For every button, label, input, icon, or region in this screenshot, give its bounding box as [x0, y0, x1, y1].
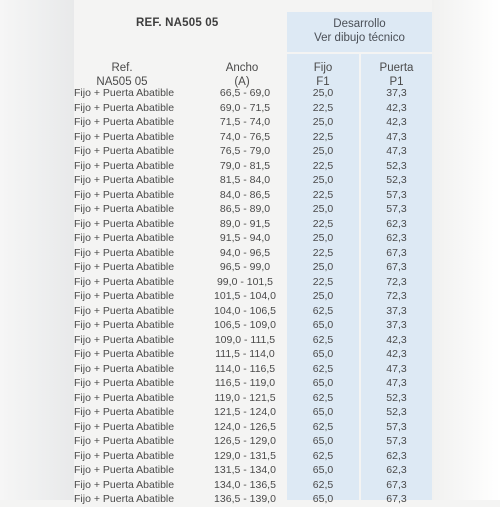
cell-fijo: 62,5 [312, 333, 334, 346]
cell-puerta: 57,3 [386, 435, 407, 447]
table-row [0, 478, 500, 493]
cell-ancho: 71,5 - 74,0 [219, 116, 271, 128]
cell-fijo: 62,5 [312, 304, 334, 317]
table-row [0, 159, 500, 174]
cell-fijo: 22,5 [312, 188, 334, 201]
cell-puerta: 62,3 [386, 232, 407, 244]
cell-ref: Fijo + Puerta Abatible [74, 217, 175, 230]
cell-ref: Fijo + Puerta Abatible [74, 435, 175, 447]
cell-puerta: 42,3 [386, 101, 407, 114]
cell-ancho: 131,5 - 134,0 [214, 464, 276, 476]
cell-puerta: 37,3 [386, 304, 407, 317]
cell-ref: Fijo + Puerta Abatible [74, 362, 175, 375]
cell-ancho: 134,0 - 136,5 [214, 478, 276, 491]
cell-ancho: 74,0 - 76,5 [219, 130, 271, 143]
cell-fijo: 25,0 [312, 290, 334, 302]
cell-puerta: 67,3 [386, 478, 407, 491]
cell-ref: Fijo + Puerta Abatible [74, 478, 175, 491]
table-row [0, 405, 500, 420]
cell-ancho: 119,0 - 121,5 [214, 391, 276, 404]
cell-puerta: 42,3 [386, 116, 407, 128]
cell-ancho: 114,0 - 116,5 [214, 362, 276, 375]
cell-ref: Fijo + Puerta Abatible [74, 493, 175, 505]
table-row [0, 362, 500, 377]
table-row [0, 144, 500, 159]
desarrollo-label: Desarrollo [333, 18, 386, 30]
table-row [0, 188, 500, 203]
col-header-ref [74, 61, 170, 89]
cell-fijo: 22,5 [312, 130, 334, 143]
table-title: REF. NA505 05 [136, 17, 219, 29]
cell-ref: Fijo + Puerta Abatible [74, 159, 175, 172]
table-row [0, 304, 500, 319]
cell-ref: Fijo + Puerta Abatible [74, 391, 175, 404]
cell-ancho: 106,5 - 109,0 [214, 319, 276, 331]
cell-puerta: 72,3 [386, 275, 407, 288]
cell-ref: Fijo + Puerta Abatible [74, 261, 175, 273]
cell-ref: Fijo + Puerta Abatible [74, 333, 175, 346]
cell-ref: Fijo + Puerta Abatible [74, 377, 175, 389]
col-header-ancho-line2: (A) [234, 76, 250, 88]
cell-ancho: 76,5 - 79,0 [219, 145, 271, 157]
col-header-puerta-line2: P1 [389, 76, 404, 88]
col-header-ancho-line1: Ancho [225, 62, 259, 74]
table-row [0, 275, 500, 290]
cell-fijo: 65,0 [312, 464, 334, 476]
cell-ref: Fijo + Puerta Abatible [74, 449, 175, 462]
cell-ancho: 126,5 - 129,0 [214, 435, 276, 447]
cell-fijo: 25,0 [312, 145, 334, 157]
cell-ref: Fijo + Puerta Abatible [74, 101, 175, 114]
cell-ref: Fijo + Puerta Abatible [74, 406, 175, 418]
cell-ancho: 101,5 - 104,0 [214, 290, 276, 302]
cell-puerta: 72,3 [386, 290, 407, 302]
cell-puerta: 62,3 [386, 449, 407, 462]
cell-ref: Fijo + Puerta Abatible [74, 420, 175, 433]
cell-fijo: 25,0 [312, 203, 334, 215]
table-row [0, 202, 500, 217]
cell-ancho: 94,0 - 96,5 [219, 246, 271, 259]
cell-puerta: 47,3 [386, 130, 407, 143]
cell-fijo: 62,5 [312, 449, 334, 462]
cell-ref: Fijo + Puerta Abatible [74, 87, 175, 99]
cell-ref: Fijo + Puerta Abatible [74, 203, 175, 215]
cell-ref: Fijo + Puerta Abatible [74, 130, 175, 143]
table-row [0, 434, 500, 449]
cell-fijo: 62,5 [312, 391, 334, 404]
cell-fijo: 65,0 [312, 406, 334, 418]
cell-ref: Fijo + Puerta Abatible [74, 116, 175, 128]
cell-ancho: 84,0 - 86,5 [219, 188, 271, 201]
table-row [0, 492, 500, 507]
cell-fijo: 22,5 [312, 275, 334, 288]
table-row [0, 115, 500, 130]
table-row [0, 246, 500, 261]
cell-puerta: 37,3 [386, 319, 407, 331]
cell-ancho: 96,5 - 99,0 [219, 261, 271, 273]
col-header-fijo-line2: F1 [316, 76, 330, 88]
cell-puerta: 52,3 [386, 406, 407, 418]
cell-ancho: 99,0 - 101,5 [216, 275, 274, 288]
table-row [0, 289, 500, 304]
cell-fijo: 25,0 [312, 116, 334, 128]
cell-puerta: 67,3 [386, 261, 407, 273]
table-row [0, 449, 500, 464]
cell-ref: Fijo + Puerta Abatible [74, 319, 175, 331]
cell-puerta: 37,3 [386, 87, 407, 99]
col-header-fijo-line1: Fijo [313, 62, 333, 74]
table-row [0, 420, 500, 435]
cell-ref: Fijo + Puerta Abatible [74, 290, 175, 302]
table-row [0, 463, 500, 478]
cell-ref: Fijo + Puerta Abatible [74, 275, 175, 288]
cell-fijo: 62,5 [312, 362, 334, 375]
table-row [0, 391, 500, 406]
cell-fijo: 25,0 [312, 87, 334, 99]
cell-fijo: 25,0 [312, 232, 334, 244]
cell-puerta: 47,3 [386, 362, 407, 375]
cell-puerta: 52,3 [386, 391, 407, 404]
cell-puerta: 67,3 [386, 493, 407, 505]
cell-puerta: 57,3 [386, 188, 407, 201]
cell-ref: Fijo + Puerta Abatible [74, 304, 175, 317]
cell-fijo: 65,0 [312, 493, 334, 505]
cell-fijo: 22,5 [312, 217, 334, 230]
cell-puerta: 52,3 [386, 159, 407, 172]
cell-puerta: 57,3 [386, 420, 407, 433]
col-header-puerta-line1: Puerta [379, 62, 414, 74]
table-row [0, 217, 500, 232]
cell-puerta: 47,3 [386, 145, 407, 157]
col-header-ref-line2: NA505 05 [96, 76, 148, 88]
cell-puerta: 47,3 [386, 377, 407, 389]
cell-fijo: 62,5 [312, 478, 334, 491]
cell-puerta: 62,3 [386, 464, 407, 476]
table-row [0, 318, 500, 333]
cell-ref: Fijo + Puerta Abatible [74, 174, 175, 186]
cell-ref: Fijo + Puerta Abatible [74, 188, 175, 201]
cell-ancho: 89,0 - 91,5 [219, 217, 271, 230]
cell-ancho: 124,0 - 126,5 [214, 420, 276, 433]
cell-fijo: 22,5 [312, 159, 334, 172]
col-header-ref-line1: Ref. [111, 62, 133, 74]
cell-puerta: 67,3 [386, 246, 407, 259]
ver-dibujo-label: Ver dibujo técnico [314, 32, 405, 44]
cell-ancho: 109,0 - 111,5 [214, 333, 276, 346]
cell-ancho: 66,5 - 69,0 [219, 87, 271, 99]
cell-fijo: 65,0 [312, 319, 334, 331]
table-row [0, 347, 500, 362]
table-row [0, 376, 500, 391]
cell-fijo: 65,0 [312, 377, 334, 389]
cell-ancho: 79,0 - 81,5 [219, 159, 271, 172]
col-header-fijo [287, 61, 359, 89]
cell-fijo: 25,0 [312, 174, 334, 186]
cell-fijo: 22,5 [312, 101, 334, 114]
cell-fijo: 65,0 [312, 435, 334, 447]
cell-puerta: 57,3 [386, 203, 407, 215]
table-row [0, 260, 500, 275]
cell-ancho: 121,5 - 124,0 [214, 406, 276, 418]
table-row [0, 130, 500, 145]
desarrollo-header [287, 17, 432, 45]
table-row [0, 231, 500, 246]
cell-ancho: 116,5 - 119,0 [214, 377, 276, 389]
cell-fijo: 65,0 [312, 348, 334, 360]
cell-ancho: 111,5 - 114,0 [215, 348, 275, 360]
cell-ancho: 104,0 - 106,5 [214, 304, 276, 317]
cell-ref: Fijo + Puerta Abatible [74, 246, 175, 259]
cell-ancho: 136,5 - 139,0 [214, 493, 276, 505]
table-row [0, 173, 500, 188]
table-body [0, 86, 500, 507]
cell-ancho: 129,0 - 131,5 [214, 449, 276, 462]
cell-puerta: 42,3 [386, 348, 407, 360]
table-row [0, 86, 500, 101]
cell-fijo: 25,0 [312, 261, 334, 273]
col-header-puerta [361, 61, 432, 89]
cell-ancho: 86,5 - 89,0 [219, 203, 271, 215]
cell-ancho: 69,0 - 71,5 [219, 101, 271, 114]
cell-ref: Fijo + Puerta Abatible [74, 145, 175, 157]
cell-ancho: 81,5 - 84,0 [219, 174, 271, 186]
table-row [0, 333, 500, 348]
cell-puerta: 52,3 [386, 174, 407, 186]
cell-ref: Fijo + Puerta Abatible [74, 232, 175, 244]
table-row [0, 101, 500, 116]
cell-puerta: 62,3 [386, 217, 407, 230]
cell-ancho: 91,5 - 94,0 [219, 232, 271, 244]
cell-fijo: 22,5 [312, 246, 334, 259]
cell-fijo: 62,5 [312, 420, 334, 433]
col-header-ancho [210, 61, 274, 89]
cell-puerta: 42,3 [386, 333, 407, 346]
cell-ref: Fijo + Puerta Abatible [74, 348, 175, 360]
cell-ref: Fijo + Puerta Abatible [74, 464, 175, 476]
